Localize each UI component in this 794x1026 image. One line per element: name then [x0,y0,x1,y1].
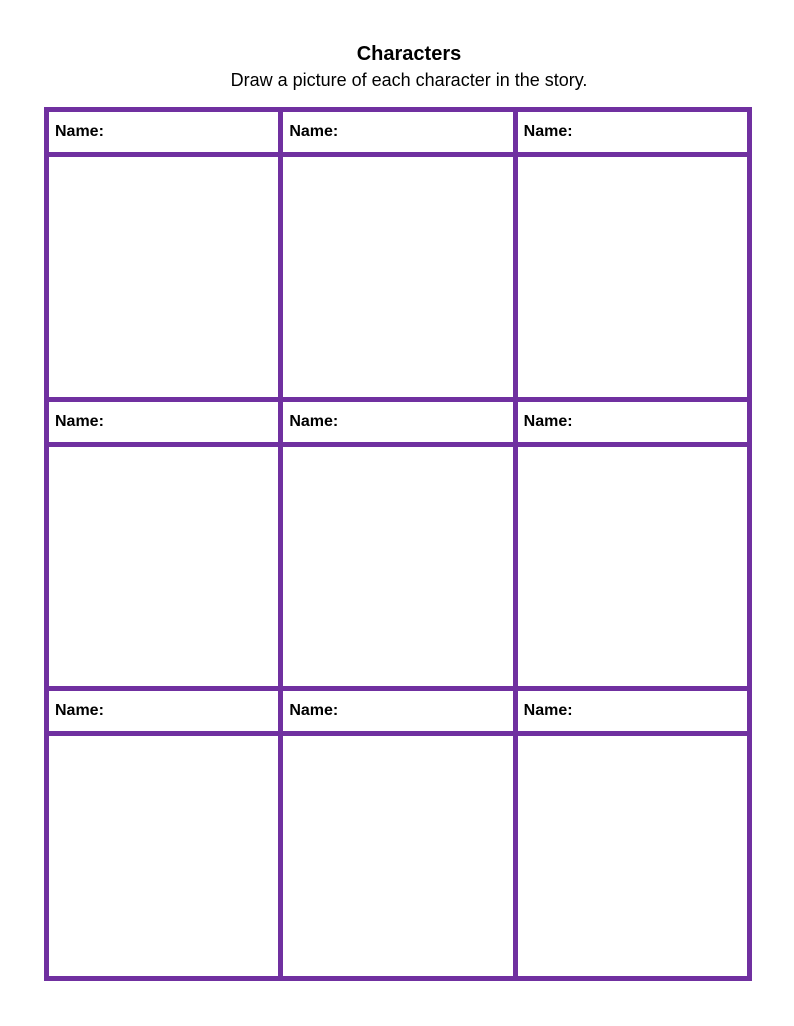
character-card [518,112,747,397]
drawing-box[interactable] [518,736,747,976]
character-card [49,112,278,397]
name-label: Name: [289,412,339,430]
page-subtitle: Draw a picture of each character in the story. [230,70,588,90]
page-title: Characters [356,43,462,65]
name-field[interactable] [283,112,512,152]
character-card [283,112,512,397]
character-card [49,402,278,687]
character-card [49,691,278,976]
name-field[interactable] [49,402,278,442]
drawing-box[interactable] [49,736,278,976]
name-field[interactable] [49,112,278,152]
drawing-box[interactable] [49,157,278,397]
character-grid [44,107,752,981]
name-field[interactable] [518,112,747,152]
name-field[interactable] [283,402,512,442]
drawing-box[interactable] [283,447,512,687]
drawing-box[interactable] [518,157,747,397]
name-label: Name: [55,702,104,720]
drawing-box[interactable] [49,447,278,687]
name-label: Name: [289,123,339,140]
name-label: Name: [523,123,573,140]
name-label: Name: [523,702,573,720]
name-field[interactable] [518,691,747,731]
name-label: Name: [289,702,339,720]
drawing-box[interactable] [518,447,747,687]
drawing-box[interactable] [283,736,512,976]
name-label: Name: [55,123,104,140]
character-card [283,402,512,687]
character-card [518,691,747,976]
character-card [283,691,512,976]
drawing-box[interactable] [283,157,512,397]
name-field[interactable] [518,402,747,442]
name-label: Name: [523,412,573,430]
name-field[interactable] [283,691,512,731]
name-field[interactable] [49,691,278,731]
name-label: Name: [55,412,104,430]
page-header [0,40,794,92]
character-card [518,402,747,687]
